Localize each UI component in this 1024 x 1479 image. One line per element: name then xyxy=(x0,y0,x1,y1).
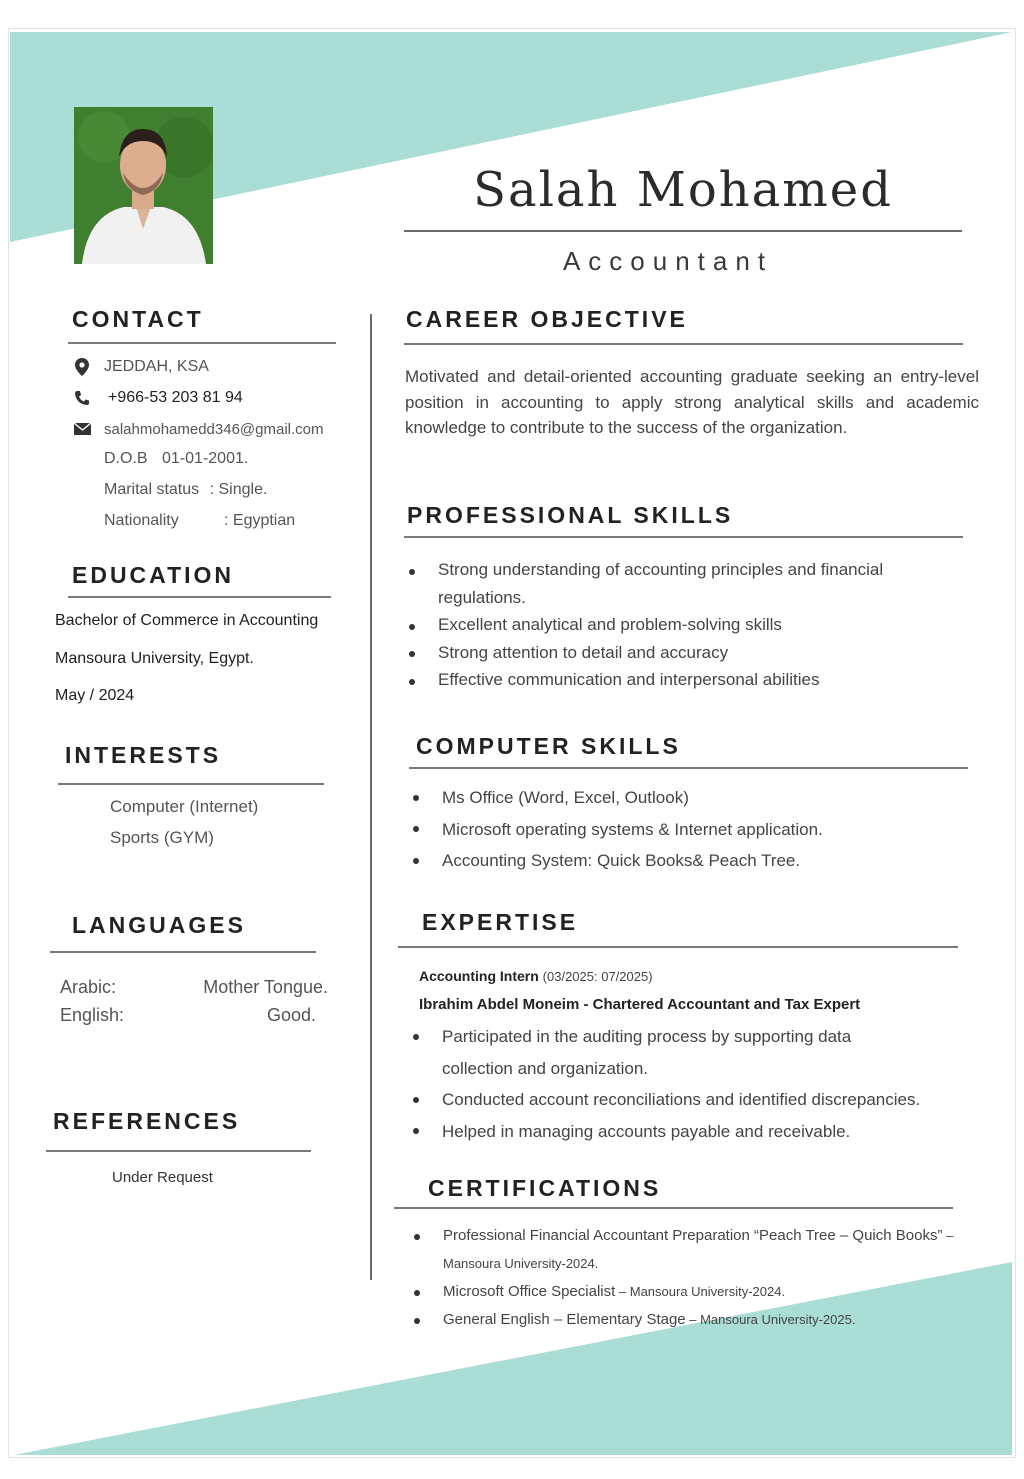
education-degree: Bachelor of Commerce in Accounting xyxy=(55,612,319,629)
list-item xyxy=(411,1306,956,1334)
candidate-name: Salah Mohamed xyxy=(473,162,893,218)
professional-skills-heading: PROFESSIONAL SKILLS xyxy=(407,502,734,528)
email-text[interactable]: salahmohamedd346@gmail.com xyxy=(104,420,324,438)
language-name: Arabic: xyxy=(60,977,117,997)
professional-skills-list xyxy=(406,556,956,694)
certifications-list xyxy=(411,1222,956,1334)
certification-issuer: – Mansoura University-2024. xyxy=(443,1228,954,1271)
list-item: Accounting System: Quick Books& Peach Tree. xyxy=(410,845,970,877)
list-item: Microsoft operating systems & Internet application. xyxy=(410,814,970,846)
location-pin-icon xyxy=(72,357,92,377)
interest-item: Computer (Internet) xyxy=(110,797,259,816)
list-item: Participated in the auditing process by supporting data collection and organization. xyxy=(410,1021,985,1084)
languages-divider xyxy=(50,951,316,953)
marital-row xyxy=(104,481,267,499)
certification-title: Microsoft Office Specialist xyxy=(443,1283,616,1300)
computer-skills-heading: COMPUTER SKILLS xyxy=(416,733,681,759)
interest-item: Sports (GYM) xyxy=(110,828,214,847)
marital-value: : Single. xyxy=(209,481,268,498)
expertise-heading: EXPERTISE xyxy=(422,909,579,935)
career-objective-heading: CAREER OBJECTIVE xyxy=(406,306,688,332)
job-title: Accountant xyxy=(562,246,774,276)
education-divider xyxy=(68,596,331,598)
computer-skills-list xyxy=(410,782,970,877)
certifications-heading: CERTIFICATIONS xyxy=(428,1175,662,1201)
language-level: Mother Tongue. xyxy=(203,977,328,997)
name-divider xyxy=(404,230,962,232)
computer-skills-divider xyxy=(409,767,968,769)
location-text: JEDDAH, KSA xyxy=(104,358,209,375)
language-name: English: xyxy=(60,1005,125,1025)
list-item: Effective communication and interpersonal abilities xyxy=(406,666,956,694)
list-item: Strong understanding of accounting principles and financial regulations. xyxy=(406,556,956,611)
nationality-row xyxy=(104,512,295,530)
certifications-divider xyxy=(394,1207,953,1209)
list-item: Strong attention to detail and accuracy xyxy=(406,639,956,667)
career-objective-text: Motivated and detail-oriented accounting graduate seeking an entry-level position in accounting to apply strong analytical skills and academic knowledge to contribute to the success of the organization. xyxy=(405,367,979,437)
phone-icon xyxy=(72,388,92,408)
dob-row xyxy=(104,450,248,468)
expertise-role: Accounting Intern xyxy=(419,968,539,984)
expertise-role-row xyxy=(419,968,653,984)
list-item: Conducted account reconciliations and identified discrepancies. xyxy=(410,1084,985,1116)
contact-divider xyxy=(68,342,336,344)
list-item xyxy=(411,1278,956,1306)
education-heading: EDUCATION xyxy=(72,562,235,588)
certification-title: General English – Elementary Stage xyxy=(443,1311,686,1328)
envelope-icon xyxy=(72,419,92,439)
list-item xyxy=(411,1222,956,1278)
nationality-value: : Egyptian xyxy=(224,512,296,529)
expertise-period: (03/2025: 07/2025) xyxy=(542,969,653,984)
dob-value: 01-01-2001. xyxy=(162,450,249,467)
dob-label: D.O.B xyxy=(104,450,148,467)
list-item: Helped in managing accounts payable and receivable. xyxy=(410,1116,985,1148)
references-text: Under Request xyxy=(112,1169,213,1186)
professional-skills-divider xyxy=(404,536,963,538)
column-divider xyxy=(370,314,372,1280)
contact-heading: CONTACT xyxy=(72,306,204,332)
expertise-divider xyxy=(398,946,958,948)
interests-heading: INTERESTS xyxy=(65,742,222,768)
marital-label: Marital status xyxy=(104,481,200,498)
career-objective-divider xyxy=(404,343,963,345)
certification-title: Professional Financial Accountant Preparation “Peach Tree – Quich Books” xyxy=(443,1227,943,1244)
education-date: May / 2024 xyxy=(55,687,135,704)
expertise-list xyxy=(410,1021,985,1147)
nationality-label: Nationality xyxy=(104,512,179,529)
interests-divider xyxy=(58,783,324,785)
language-level: Good. xyxy=(266,1005,316,1025)
contact-phone xyxy=(72,388,243,408)
contact-email xyxy=(72,419,324,439)
languages-heading: LANGUAGES xyxy=(72,912,246,938)
phone-text[interactable]: +966-53 203 81 94 xyxy=(108,389,243,406)
profile-photo xyxy=(74,107,213,264)
contact-location xyxy=(72,357,209,377)
certification-issuer: – Mansoura University-2025. xyxy=(685,1312,856,1327)
certification-issuer: – Mansoura University-2024. xyxy=(615,1284,786,1299)
references-heading: REFERENCES xyxy=(53,1108,241,1134)
expertise-employer: Ibrahim Abdel Moneim - Chartered Accountant and Tax Expert xyxy=(419,996,861,1013)
list-item: Ms Office (Word, Excel, Outlook) xyxy=(410,782,970,814)
education-university: Mansoura University, Egypt. xyxy=(55,650,254,667)
references-divider xyxy=(46,1150,311,1152)
list-item: Excellent analytical and problem-solving skills xyxy=(406,611,956,639)
